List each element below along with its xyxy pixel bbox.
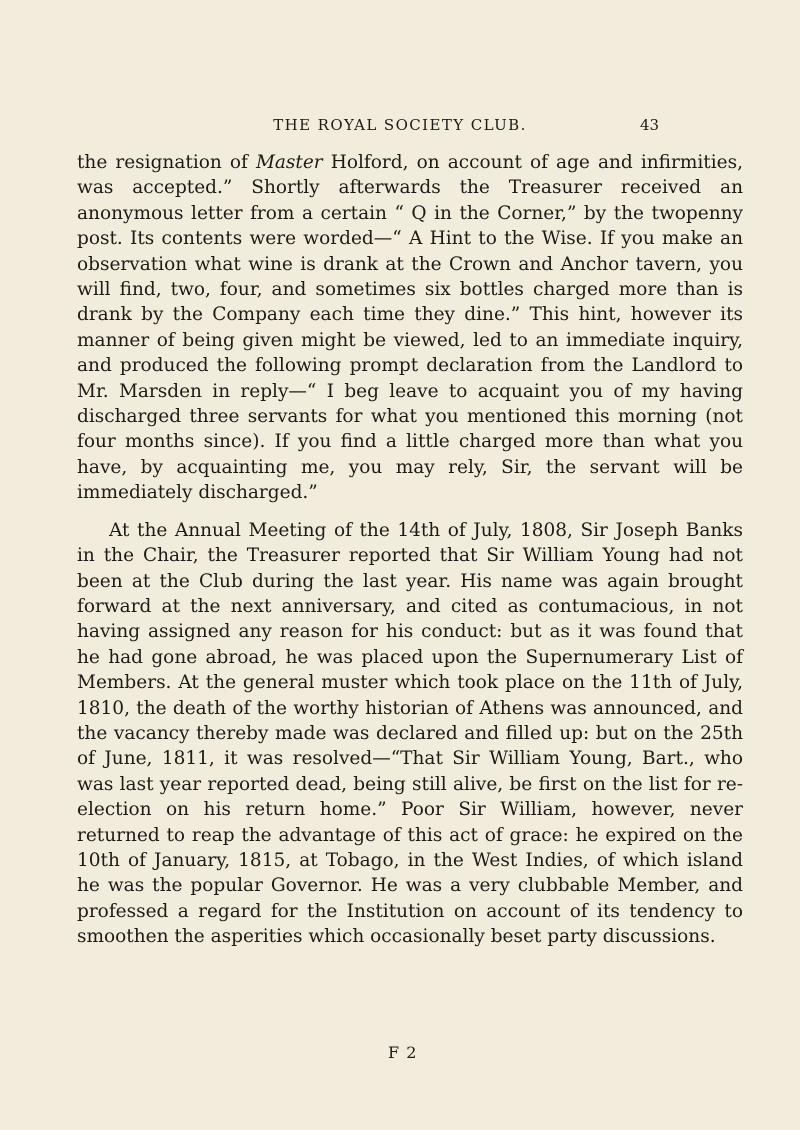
body-text bbox=[77, 150, 743, 950]
paragraph-text: the resignation of bbox=[77, 152, 256, 173]
paragraph-text: Holford, on account of age and infirmities, was accepted.” Shortly afterwards the Treasurer received an anonymous letter from a certain “ Q in the Corner,” by the twopenny post. Its contents were worded—“ A Hint to the Wise. If you make an observation what wine is drank at the Crown and Anchor tavern, you will find, two, four, and sometimes six bottles charged more than is drank by the Company each time they dine.” This hint, however its manner of being given might be viewed, led to an immediate inquiry, and produced the following prompt declaration from the Landlord to Mr. Marsden in reply—“ I beg leave to acquaint you of my having discharged three servants for what you mentioned this morning (not four months since). If you find a little charged more than what you have, by acquainting me, you may rely, Sir, the servant will be immediately discharged.” bbox=[77, 152, 743, 504]
paragraph bbox=[77, 150, 743, 506]
signature-mark: F 2 bbox=[388, 1043, 418, 1062]
running-head bbox=[0, 116, 800, 140]
paragraph: At the Annual Meeting of the 14th of July, 1808, Sir Joseph Banks in the Chair, the Treasurer reported that Sir William Young had not been at the Club during the last year. His name was again brought forward at the next anniversary, and cited as contumacious, in not having assigned any reason for his conduct: but as it was found that he had gone abroad, he was placed upon the Supernumerary List of Members. At the general muster which took place on the 11th of July, 1810, the death of the worthy historian of Athens was announced, and the vacancy thereby made was declared and filled up: but on the 25th of June, 1811, it was resolved—“That Sir William Young, Bart., who was last year reported dead, being still alive, be first on the list for re-election on his return home.” Poor Sir William, however, never returned to reap the advantage of this act of grace: he expired on the 10th of January, 1815, at Tobago, in the West Indies, of which island he was the popular Governor. He was a very clubbable Member, and professed a regard for the Institution on account of its tendency to smoothen the asperities which occasionally beset party discussions. bbox=[77, 519, 743, 948]
running-title: THE ROYAL SOCIETY CLUB. bbox=[273, 116, 527, 134]
page-number: 43 bbox=[640, 116, 660, 134]
italic-text: Master bbox=[255, 152, 323, 173]
